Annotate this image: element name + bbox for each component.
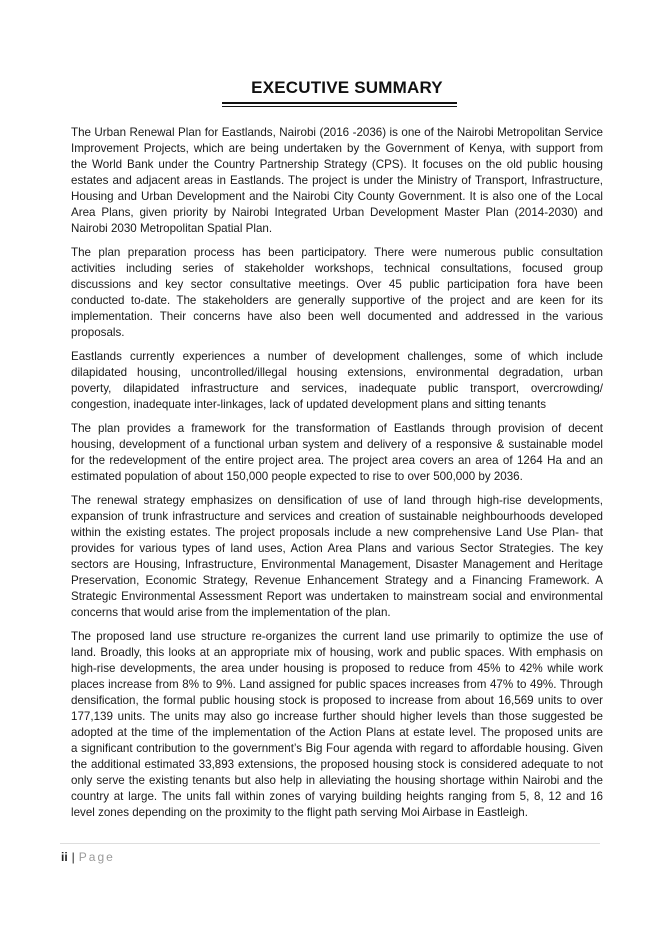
paragraph-line: activities including series of stakeholder workshops, technical consultations, focused group	[71, 262, 603, 275]
paragraph-line: 177,139 units. The units may also go increase further should higher levels than those suggested be	[71, 710, 603, 723]
paragraph	[71, 245, 603, 341]
document-body	[71, 125, 603, 829]
paragraph-line: Preservation, Economic Strategy, Revenue Enhancement Strategy and a Financing Framework. A	[71, 574, 603, 587]
paragraph-line: Nairobi 2030 Metropolitan Spatial Plan.	[71, 222, 273, 235]
paragraph-line: places increase from 8% to 9%. Land assigned for public spaces increases from 47% to 49%. Through	[71, 678, 603, 691]
title-underline	[222, 102, 457, 104]
paragraph	[71, 493, 603, 621]
paragraph-line: densification, the formal public housing stock is proposed to increase from about 16,569 units to over	[71, 694, 603, 707]
paragraph	[71, 629, 603, 821]
paragraph-line: a significant contribution to the government’s Big Four agenda with regard to affordable housing. Given	[71, 742, 603, 755]
paragraph-line: The proposed land use structure re-organizes the current land use primarily to optimize the use of	[71, 630, 603, 643]
paragraph-line: congestion, inadequate inter-linkages, lack of updated development plans and sitting tenants	[71, 398, 547, 411]
footer-separator: |	[71, 850, 75, 864]
paragraph-line: housing, development of a functional urban system and delivery of a responsive & sustainable model	[71, 438, 603, 451]
paragraph-line: country at large. The units fall within zones of varying building heights ranging from 5, 8, 12 and 16	[71, 790, 603, 803]
paragraph-line: Strategic Environmental Assessment Report was undertaken to mainstream social and environmental	[71, 590, 603, 603]
paragraph	[71, 349, 603, 413]
page-number: ii	[61, 850, 68, 864]
paragraph-line: The Urban Renewal Plan for Eastlands, Nairobi (2016 -2036) is one of the Nairobi Metropolitan Service	[71, 126, 603, 139]
paragraph-line: dilapidated housing, uncontrolled/illegal housing extensions, environmental degradation, urban	[71, 366, 603, 379]
paragraph-line: level zones depending on the proximity to the flight path serving Moi Airbase in Eastleigh.	[71, 806, 528, 819]
paragraph-line: Eastlands currently experiences a number of development challenges, some of which include	[71, 350, 603, 363]
paragraph-line: conducted to-date. The stakeholders are generally supportive of the project and are keen for its	[71, 294, 603, 307]
paragraph-line: Housing and Urban Development and the Nairobi City County Government. It is also one of the Local	[71, 190, 603, 203]
footer-divider	[60, 843, 600, 844]
paragraph-line: implementation. Their concerns have also been well documented and addressed in the various	[71, 310, 603, 323]
paragraph-line: Area Plans, given priority by Nairobi Integrated Urban Development Master Plan (2014-2030) and	[71, 206, 603, 219]
paragraph-line: Improvement Projects, which are being undertaken by the Government of Kenya, with support from	[71, 142, 603, 155]
page-label: Page	[78, 850, 115, 864]
paragraph-line: the World Bank under the Country Partnership Strategy (CPS). It focuses on the old public housing	[71, 158, 603, 171]
page-footer	[61, 849, 115, 865]
paragraph-line: within the existing estates. The project proposals include a new comprehensive Land Use Plan- that	[71, 526, 603, 539]
paragraph-line: the additional estimated 33,893 extensions, the proposed housing stock is considered adequate to not	[71, 758, 603, 771]
paragraph-line: The plan provides a framework for the transformation of Eastlands through provision of decent	[71, 422, 603, 435]
paragraph-line: estates and adjacent areas in Eastlands. The project is under the Ministry of Transport, Infrastructure,	[71, 174, 603, 187]
paragraph-line: land. Broadly, this looks at an appropriate mix of housing, work and public spaces. With emphasis on	[71, 646, 603, 659]
paragraph	[71, 125, 603, 237]
paragraph-line: high-rise developments, the area under housing is proposed to reduce from 45% to 42% while work	[71, 662, 603, 675]
paragraph-line: poverty, dilapidated infrastructure and services, inadequate public transport, overcrowding/	[71, 382, 603, 395]
paragraph-line: for the redevelopment of the entire project area. The project area covers an area of 1264 Ha and an	[71, 454, 603, 467]
paragraph-line: estimated population of about 150,000 people expected to rise to over 500,000 by 2036.	[71, 470, 523, 483]
paragraph-line: The plan preparation process has been participatory. There were numerous public consultation	[71, 246, 603, 259]
paragraph-line: The renewal strategy emphasizes on densification of use of land through high-rise developments,	[71, 494, 603, 507]
paragraph-line: concerns that would arise from the implementation of the plan.	[71, 606, 391, 619]
paragraph-line: sectors are Housing, Infrastructure, Environmental Management, Disaster Management and Heritage	[71, 558, 603, 571]
paragraph-line: discussions and key sector consultative meetings. Over 45 public participation fora have been	[71, 278, 603, 291]
paragraph-line: adopted at the time of the implementation of the Action Plans at estate level. The proposed units are	[71, 726, 603, 739]
paragraph	[71, 421, 603, 485]
paragraph-line: proposals.	[71, 326, 125, 339]
title-underline-thin	[222, 106, 457, 107]
paragraph-line: expansion of trunk infrastructure and services and creation of sustainable neighbourhoods developed	[71, 510, 603, 523]
paragraph-line: only serve the existing tenants but also help in alleviating the housing shortage within Nairobi and the	[71, 774, 603, 787]
page-title: EXECUTIVE SUMMARY	[251, 78, 443, 97]
paragraph-line: provides for various types of land uses, Action Area Plans and various Sector Strategies. The key	[71, 542, 603, 555]
